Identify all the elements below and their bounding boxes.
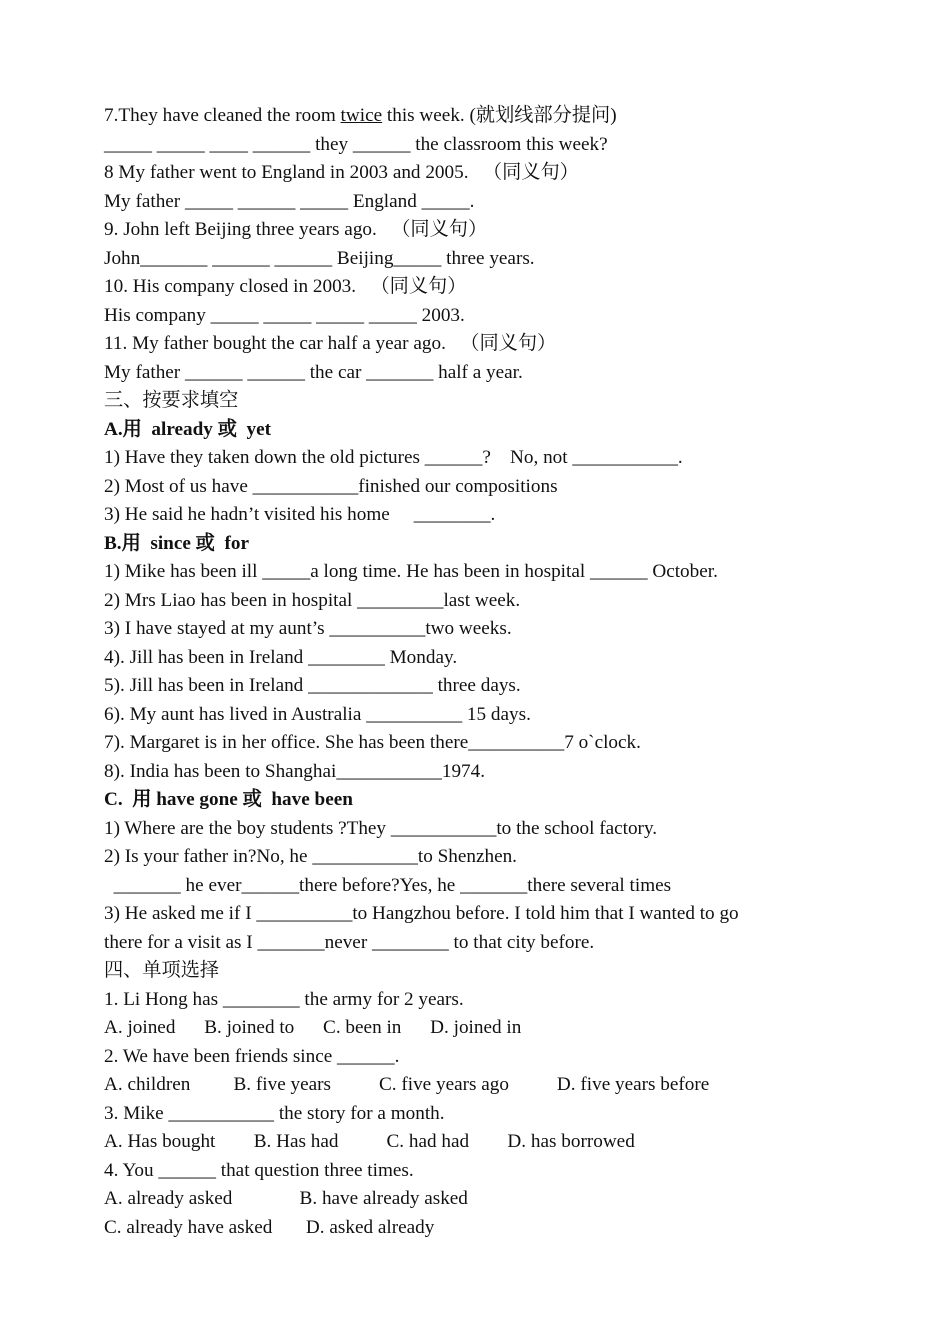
section-c-title: C. 用 have gone 或 have been [104,789,353,810]
q8-question: 8 My father went to England in 2003 and 2005. （同义句） [104,162,579,183]
a2-question: 2) Most of us have ___________finished our compositions [104,476,558,497]
m4-options-row2: C. already have asked D. asked already [104,1217,435,1238]
c3-continuation: there for a visit as I _______never ________ to that city before. [104,932,595,953]
q10-question: 10. His company closed in 2003. （同义句） [104,276,467,297]
b4-question: 4). Jill has been in Ireland ________ Monday. [104,647,458,668]
m2-question: 2. We have been friends since ______. [104,1046,400,1067]
m4-options-row1: A. already asked B. have already asked [104,1188,468,1209]
q9-question: 9. John left Beijing three years ago. （同义句） [104,219,488,240]
q11-blanks: My father ______ ______ the car _______ half a year. [104,362,523,383]
q8-blanks: My father _____ ______ _____ England _____. [104,191,475,212]
section-4-title: 四、单项选择 [104,960,220,981]
b7-question: 7). Margaret is in her office. She has been there__________7 o`clock. [104,732,641,753]
b3-question: 3) I have stayed at my aunt’s __________two weeks. [104,618,512,639]
q7-text-post: this week. (就划线部分提问) [382,105,617,126]
q7-underlined-word: twice [340,105,383,126]
m3-question: 3. Mike ___________ the story for a month. [104,1103,445,1124]
q11-question: 11. My father bought the car half a year ago. （同义句） [104,333,557,354]
c3-question: 3) He asked me if I __________to Hangzhou before. I told him that I wanted to go [104,903,739,924]
c2-question: 2) Is your father in?No, he ___________to Shenzhen. [104,846,517,867]
section-3-title: 三、按要求填空 [104,390,239,411]
b5-question: 5). Jill has been in Ireland _____________ three days. [104,675,521,696]
b2-question: 2) Mrs Liao has been in hospital _________last week. [104,590,521,611]
m4-question: 4. You ______ that question three times. [104,1160,414,1181]
m1-options: A. joined B. joined to C. been in D. joined in [104,1017,522,1038]
q9-blanks: John_______ ______ ______ Beijing_____ three years. [104,248,535,269]
m3-options: A. Has bought B. Has had C. had had D. has borrowed [104,1131,635,1152]
q10-blanks: His company _____ _____ _____ _____ 2003. [104,305,465,326]
b8-question: 8). India has been to Shanghai___________1974. [104,761,486,782]
a1-question: 1) Have they taken down the old pictures ______? No, not ___________. [104,447,683,468]
b1-question: 1) Mike has been ill _____a long time. He has been in hospital ______ October. [104,561,718,582]
c2-followup: _______ he ever______there before?Yes, he _______there several times [104,875,672,896]
m1-question: 1. Li Hong has ________ the army for 2 years. [104,989,464,1010]
c1-question: 1) Where are the boy students ?They ___________to the school factory. [104,818,658,839]
a3-question: 3) He said he hadn’t visited his home ________. [104,504,496,525]
q7-text-pre: 7.They have cleaned the room [104,105,341,126]
m2-options: A. children B. five years C. five years ago D. five years before [104,1074,710,1095]
q7-question [104,104,617,128]
b6-question: 6). My aunt has lived in Australia __________ 15 days. [104,704,531,725]
section-b-title: B.用 since 或 for [104,533,249,554]
section-a-title: A.用 already 或 yet [104,419,271,440]
q7-blanks: _____ _____ ____ ______ they ______ the classroom this week? [104,134,608,155]
